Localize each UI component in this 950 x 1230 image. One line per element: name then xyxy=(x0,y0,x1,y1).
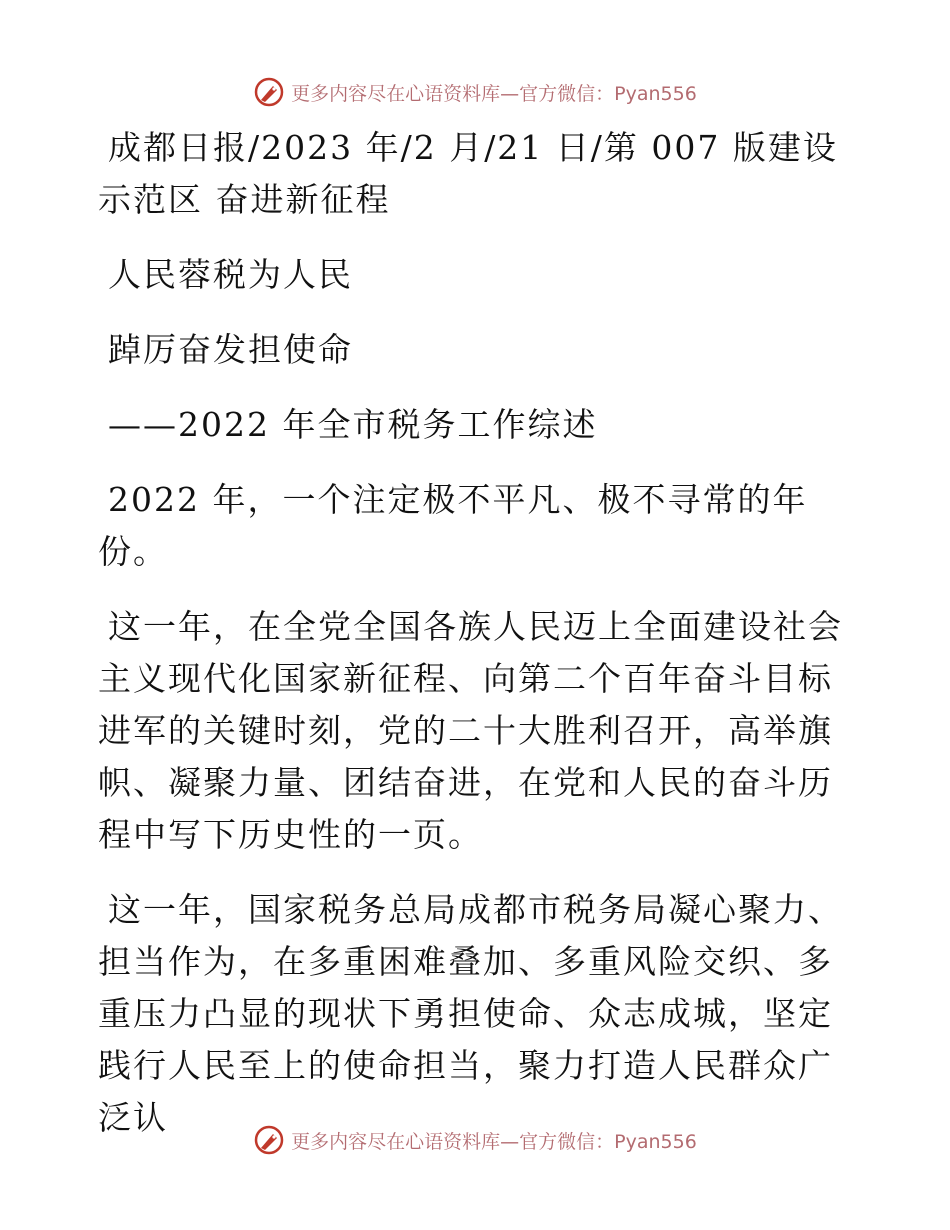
article-title: 人民蓉税为人民 xyxy=(108,255,353,294)
article-title-line-2: 踔厉奋发担使命 xyxy=(108,330,353,369)
watermark-banner-top xyxy=(0,72,950,112)
watermark-text: 更多内容尽在心语资料库—官方微信：Pyan556 xyxy=(291,82,697,105)
pen-nib-logo-icon xyxy=(253,76,285,108)
watermark-text: 更多内容尽在心语资料库—官方微信：Pyan556 xyxy=(291,1130,697,1153)
article-body xyxy=(98,122,858,1167)
pen-nib-logo-icon xyxy=(253,1124,285,1156)
watermark-banner-bottom xyxy=(0,1120,950,1160)
paragraph-national: 这一年，在全党全国各族人民迈上全面建设社会主义现代化国家新征程、向第二个百年奋斗目标进军的关键时刻，党的二十大胜利召开，高举旗帜、凝聚力量、团结奋进，在党和人民的奋斗历程中写下历史性的一页。 xyxy=(98,607,843,854)
dateline-heading: 成都日报/2023 年/2 月/21 日/第 007 版建设示范区 奋进新征程 xyxy=(98,128,838,219)
paragraph-intro: 2022 年，一个注定极不平凡、极不寻常的年份。 xyxy=(98,480,808,571)
paragraph-chengdu-tax: 这一年，国家税务总局成都市税务局凝心聚力、担当作为，在多重困难叠加、多重风险交织、多重压力凸显的现状下勇担使命、众志成城，坚定践行人民至上的使命担当，聚力打造人民群众广泛认 xyxy=(98,890,843,1137)
article-subtitle: ——2022 年全市税务工作综述 xyxy=(108,405,598,444)
